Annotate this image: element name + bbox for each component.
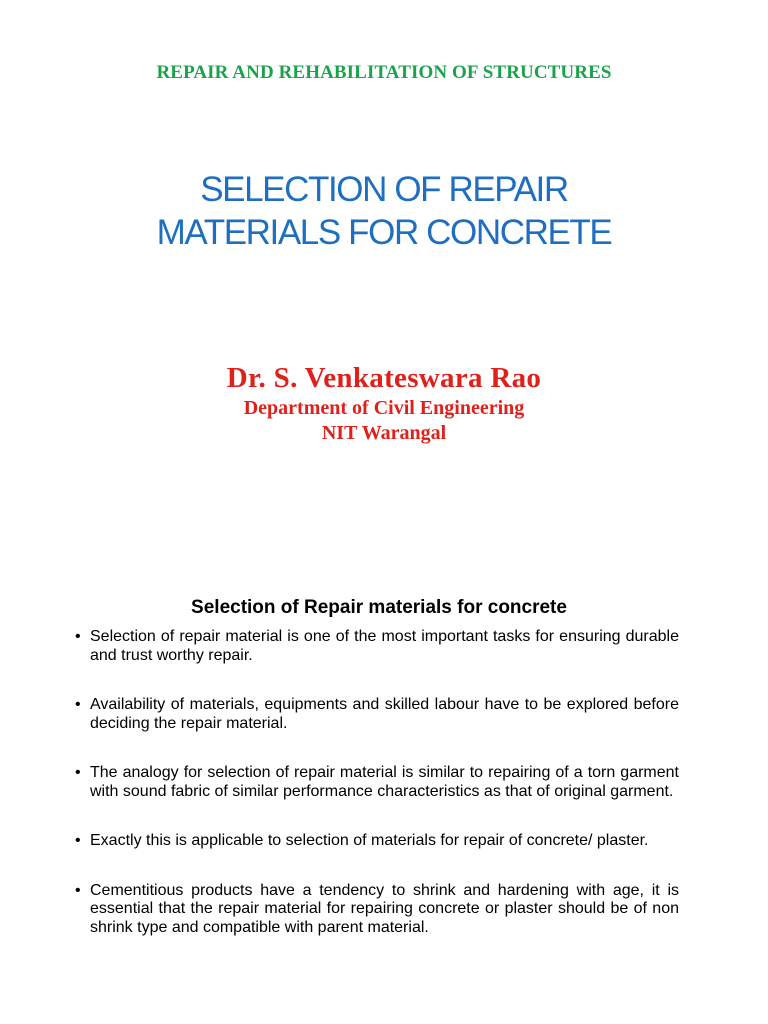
main-title <box>0 168 768 254</box>
bullet-list <box>74 628 679 937</box>
bullet-text: The analogy for selection of repair material is similar to repairing of a torn garment with sound fabric of similar performance characteristics as that of original garment. <box>90 764 679 800</box>
list-item <box>74 882 679 938</box>
bullet-icon: • <box>75 764 81 781</box>
main-title-line-2: MATERIALS FOR CONCRETE <box>156 213 612 252</box>
bullet-text: Cementitious products have a tendency to shrink and hardening with age, it is essential that the repair material for repairing concrete or plaster should be of non shrink type and compatible with parent material. <box>90 881 679 936</box>
course-title: REPAIR AND REHABILITATION OF STRUCTURES <box>156 62 612 83</box>
author-block <box>0 360 768 446</box>
main-title-line-1: SELECTION OF REPAIR <box>200 170 568 209</box>
author-name: Dr. S. Venkateswara Rao <box>226 362 542 394</box>
list-item <box>74 628 679 665</box>
author-department: Department of Civil Engineering <box>243 397 525 419</box>
bullet-text: Exactly this is applicable to selection of materials for repair of concrete/ plaster. <box>90 832 649 849</box>
bullet-text: Availability of materials, equipments and skilled labour have to be explored before deciding the repair material. <box>90 696 679 732</box>
bullet-icon: • <box>75 628 81 645</box>
list-item <box>74 696 679 733</box>
bullet-icon: • <box>75 696 81 713</box>
bullet-icon: • <box>75 832 81 849</box>
bullet-text: Selection of repair material is one of the most important tasks for ensuring durable and trust worthy repair. <box>90 628 679 664</box>
author-institution: NIT Warangal <box>321 422 447 444</box>
list-item <box>74 764 679 801</box>
list-item <box>74 832 679 851</box>
section-heading: Selection of Repair materials for concrete <box>191 597 567 618</box>
bullet-icon: • <box>75 881 81 899</box>
